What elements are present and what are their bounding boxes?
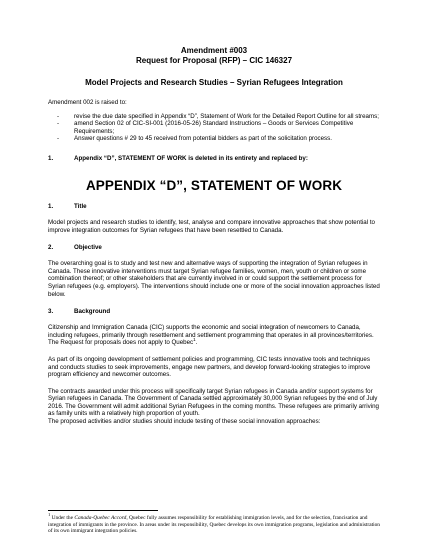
list-item [48,113,380,121]
bullet-dash: - [57,112,60,120]
item-text: Appendix “D”, STATEMENT OF WORK is deleted in its entirety and replaced by: [74,154,308,162]
background-paragraph-2: As part of its ongoing development of settlement policies and programming, CIC tests innovative tools and techniques and conducts studies to seek improvements, engage new partners, and develop forward-looking strategies to improve program efficiency and newcomer outcomes. [48,355,371,379]
section-number: 3. [48,308,54,316]
amendment-bullet-list [48,113,380,143]
amendment-intro: Amendment 002 is raised to: [48,99,127,106]
footnote-number: 1 [48,512,51,518]
list-item-text: amend Section 02 of CIC-SI-001 (2016-05-26) Standard Instructions – Goods or Services Competitive Requirements; [74,120,354,135]
footnote [48,512,381,535]
section-title-heading [48,203,380,210]
background-paragraph-4: The proposed activities and/or studies should include testing of these social innovation approaches: [48,418,321,426]
footnote-reference[interactable]: 1 [193,337,196,343]
paragraph-end: . [195,339,198,347]
section-background-heading [48,308,380,315]
list-item-text: revise the due date specified in Appendix “D”, Statement of Work for the Detailed Report Outline for all streams; [74,112,379,120]
background-paragraph-1 [48,324,380,347]
list-item [48,120,380,135]
section-heading: Objective [74,244,102,252]
section-number: 2. [48,244,54,252]
item-1-heading [48,155,380,162]
footnote-divider [48,510,158,511]
appendix-title: APPENDIX “D”, STATEMENT OF WORK [85,177,343,193]
footnote-text-lead: Under the [50,515,75,521]
objective-paragraph: The overarching goal is to study and test new and alternative ways of supporting the integration of Syrian refugees in Canada. These innovative interventions must target Syrian refugee families, women, men, youth or children or some combination thereof; or other stakeholders that are currently involved in or could support the settlement process for Syrian refugees (e.g. employers). The interventions should include one or more of the social innovation approaches listed below. [48,260,380,298]
paragraph-text: Citizenship and Immigration Canada (CIC) supports the economic and social integration of newcomers to Canada, including refugees, primarily through resettlement and settlement programming that operates in all provinces/territories. The Request for proposals does not apply to Quebec [48,324,374,347]
bullet-dash: - [57,135,60,143]
footnote-italic-term: Canada-Quebec Accord [74,515,127,521]
amendment-number: Amendment #003 [180,46,248,55]
bullet-dash: - [57,120,60,128]
background-paragraph-3: The contracts awarded under this process will specifically target Syrian refugees in Canada and/or support systems for Syrian refugees in Canada. The Government of Canada settled approximately 30,000 Syrian refugees by the end of July 2016. The Government will admit additional Syrian Refugees in the coming months. These refugees are primarily arriving as family units with a relatively high proportion of youth. [48,387,379,418]
section-heading: Title [74,202,87,210]
list-item-text: Answer questions # 29 to 45 received from potential bidders as part of the solicitation process. [74,135,332,143]
section-objective-heading [48,244,380,251]
list-item [48,135,380,143]
section-heading: Background [74,308,111,316]
section-number: 1. [48,202,54,210]
footnote-text: , Quebec fully assumes responsibility for establishing immigration levels, and for the selection, francisation and integration of immigrants in the province. In areas under its responsibility, Quebec develops its own immigration programs, legislation and administration of its own immigrant integration policies. [48,515,381,535]
title-paragraph: Model projects and research studies to identify, test, analyse and compare innovative approaches that show potential to improve integration outcomes for Syrian refugees that have been resettled to Canada. [48,218,375,234]
item-number: 1. [48,154,54,162]
document-subtitle: Model Projects and Research Studies – Syrian Refugees Integration [85,78,343,87]
rfp-title: Request for Proposal (RFP) – CIC 146327 [135,56,293,65]
